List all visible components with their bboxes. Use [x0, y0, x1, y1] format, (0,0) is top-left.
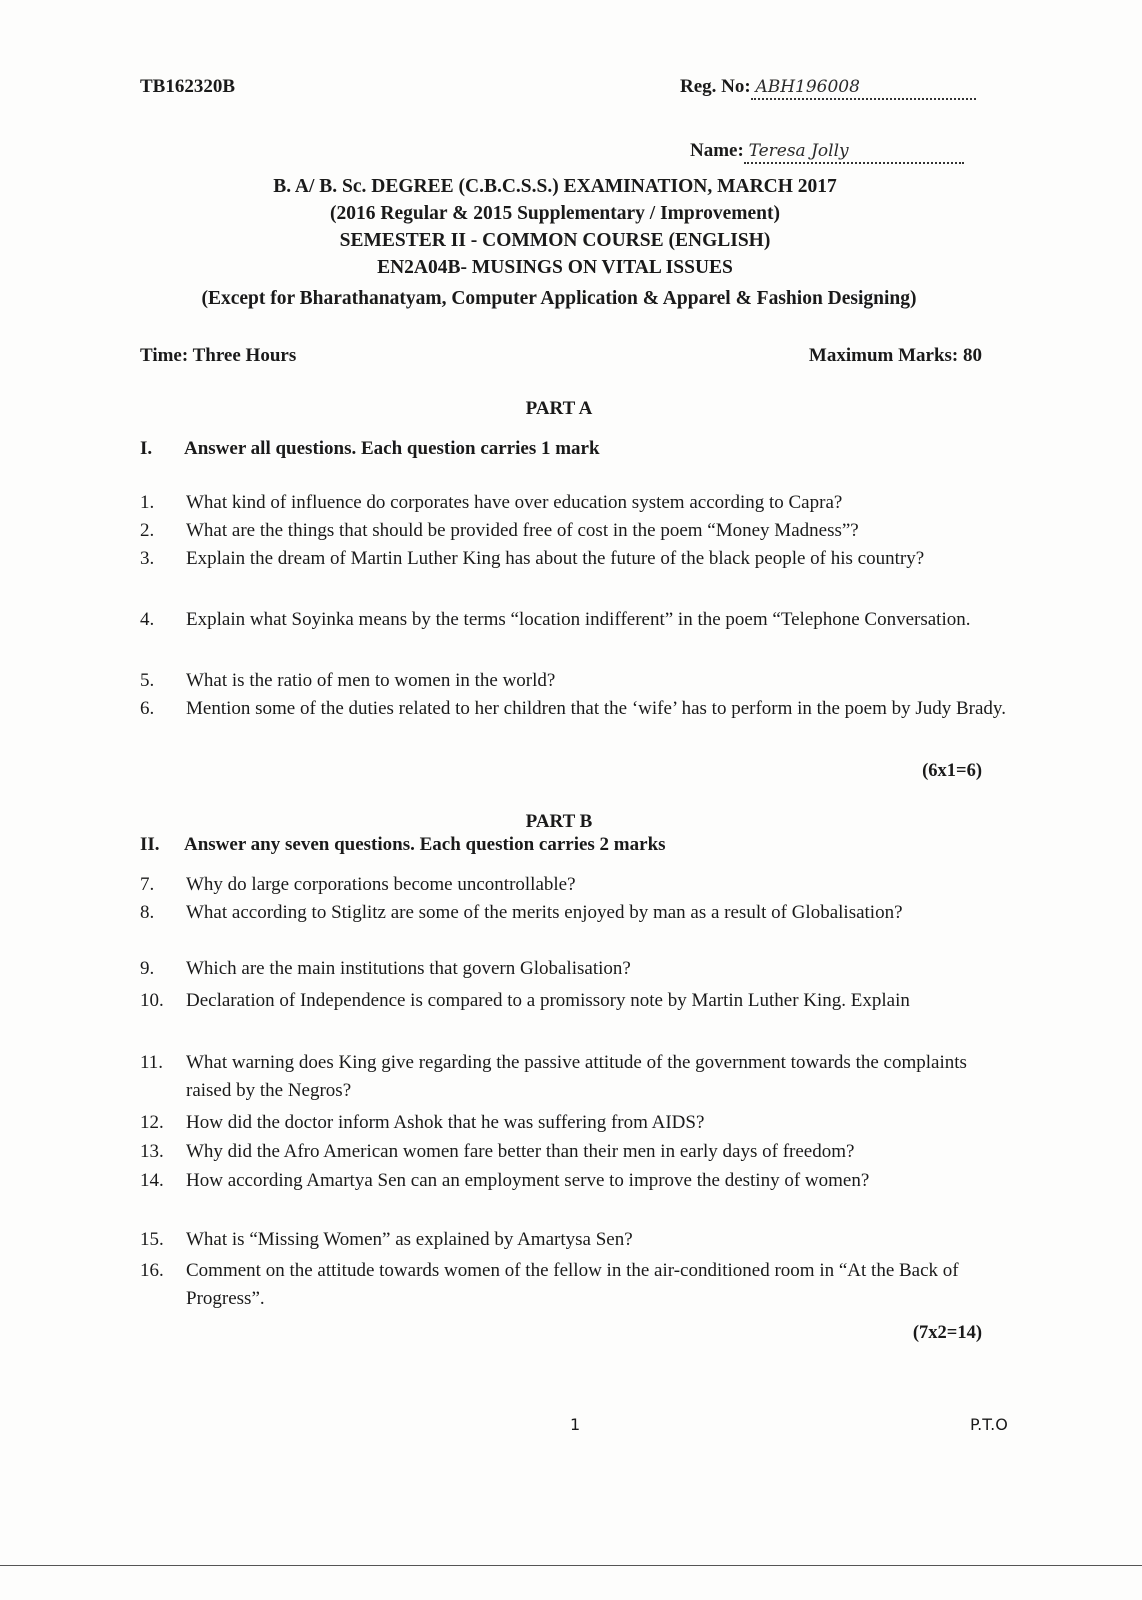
- question-number: 15.: [140, 1229, 164, 1250]
- reg-no-field: [680, 76, 976, 100]
- please-turn-over: P.T.O: [970, 1415, 1008, 1434]
- question-text: Why do large corporations become uncontrollable?: [186, 874, 576, 895]
- part-a-heading: PART A: [525, 398, 593, 419]
- question-number: 4.: [140, 609, 155, 630]
- part-a-instruction: [140, 438, 600, 460]
- course-semester: SEMESTER II - COMMON COURSE (ENGLISH): [339, 230, 771, 251]
- question-4: [140, 606, 1010, 634]
- question-number: 16.: [140, 1260, 164, 1281]
- part-b-instruction: [140, 834, 666, 856]
- question-number: 10.: [140, 990, 164, 1011]
- part-a-marks: (6x1=6): [922, 761, 982, 781]
- question-number: 1.: [140, 492, 155, 513]
- question-16: [140, 1257, 1010, 1312]
- question-number: 14.: [140, 1170, 164, 1191]
- name-value: Teresa Jolly: [748, 141, 849, 161]
- instruction-text: Answer all questions. Each question carries 1 mark: [184, 438, 600, 459]
- question-text: What according to Stiglitz are some of the merits enjoyed by man as a result of Globalisation?: [186, 902, 903, 923]
- exceptions-note: (Except for Bharathanatyam, Computer Application & Apparel & Fashion Designing): [201, 288, 917, 309]
- instruction-number: I.: [140, 438, 153, 459]
- question-number: 11.: [140, 1052, 164, 1073]
- question-text: How did the doctor inform Ashok that he was suffering from AIDS?: [186, 1112, 705, 1133]
- question-text: Explain what Soyinka means by the terms “location indifferent” in the poem “Telephone Conversation.: [186, 609, 971, 630]
- question-8: [140, 899, 1010, 927]
- reg-no-value: ABH196008: [755, 77, 860, 97]
- paper-code: TB162320B: [140, 76, 236, 97]
- question-text: Comment on the attitude towards women of the fellow in the air-conditioned room in “At the Back of Progress”.: [186, 1260, 959, 1309]
- question-12: [140, 1109, 1010, 1137]
- question-text: How according Amartya Sen can an employment serve to improve the destiny of women?: [186, 1170, 870, 1191]
- question-15: [140, 1226, 1010, 1254]
- question-text: What warning does King give regarding the passive attitude of the government towards the complaints raised by the Negros?: [186, 1052, 967, 1101]
- question-text: What is the ratio of men to women in the world?: [186, 670, 556, 691]
- question-number: 7.: [140, 874, 155, 895]
- question-number: 8.: [140, 902, 155, 923]
- page-edge-line: [0, 1565, 1142, 1566]
- question-text: What are the things that should be provided free of cost in the poem “Money Madness”?: [186, 520, 859, 541]
- part-b-heading: PART B: [525, 811, 593, 832]
- question-2: [140, 517, 1010, 545]
- question-13: [140, 1138, 1010, 1166]
- question-5: [140, 667, 1010, 695]
- question-text: Which are the main institutions that govern Globalisation?: [186, 958, 631, 979]
- reg-no-label: Reg. No:: [680, 76, 751, 97]
- instruction-number: II.: [140, 834, 160, 855]
- question-1: [140, 489, 1010, 517]
- question-10: [140, 987, 1010, 1015]
- name-field: [690, 140, 964, 164]
- question-14: [140, 1167, 1010, 1195]
- question-text: Mention some of the duties related to her children that the ‘wife’ has to perform in the poem by Judy Brady.: [186, 698, 1006, 719]
- instruction-text: Answer any seven questions. Each question carries 2 marks: [184, 834, 666, 855]
- question-9: [140, 955, 1010, 983]
- question-text: Explain the dream of Martin Luther King has about the future of the black people of his country?: [186, 548, 925, 569]
- part-b-marks: (7x2=14): [912, 1323, 982, 1343]
- question-3: [140, 545, 1010, 573]
- question-6: [140, 695, 1010, 723]
- question-number: 12.: [140, 1112, 164, 1133]
- question-number: 2.: [140, 520, 155, 541]
- time-allowed: Time: Three Hours: [140, 345, 297, 366]
- question-11: [140, 1049, 1010, 1104]
- page-number: 1: [570, 1415, 581, 1434]
- question-number: 6.: [140, 698, 155, 719]
- question-7: [140, 871, 1010, 899]
- exam-title: B. A/ B. Sc. DEGREE (C.B.C.S.S.) EXAMINATION, MARCH 2017: [273, 176, 837, 197]
- question-number: 3.: [140, 548, 155, 569]
- question-number: 5.: [140, 670, 155, 691]
- question-text: Why did the Afro American women fare better than their men in early days of freedom?: [186, 1141, 855, 1162]
- course-code-title: EN2A04B- MUSINGS ON VITAL ISSUES: [377, 257, 733, 278]
- maximum-marks: Maximum Marks: 80: [808, 345, 982, 366]
- question-number: 13.: [140, 1141, 164, 1162]
- question-text: What kind of influence do corporates have over education system according to Capra?: [186, 492, 843, 513]
- exam-session: (2016 Regular & 2015 Supplementary / Improvement): [330, 203, 780, 224]
- question-text: What is “Missing Women” as explained by Amartysa Sen?: [186, 1229, 633, 1250]
- question-text: Declaration of Independence is compared to a promissory note by Martin Luther King. Explain: [186, 990, 910, 1011]
- question-number: 9.: [140, 958, 155, 979]
- name-label: Name:: [690, 140, 744, 161]
